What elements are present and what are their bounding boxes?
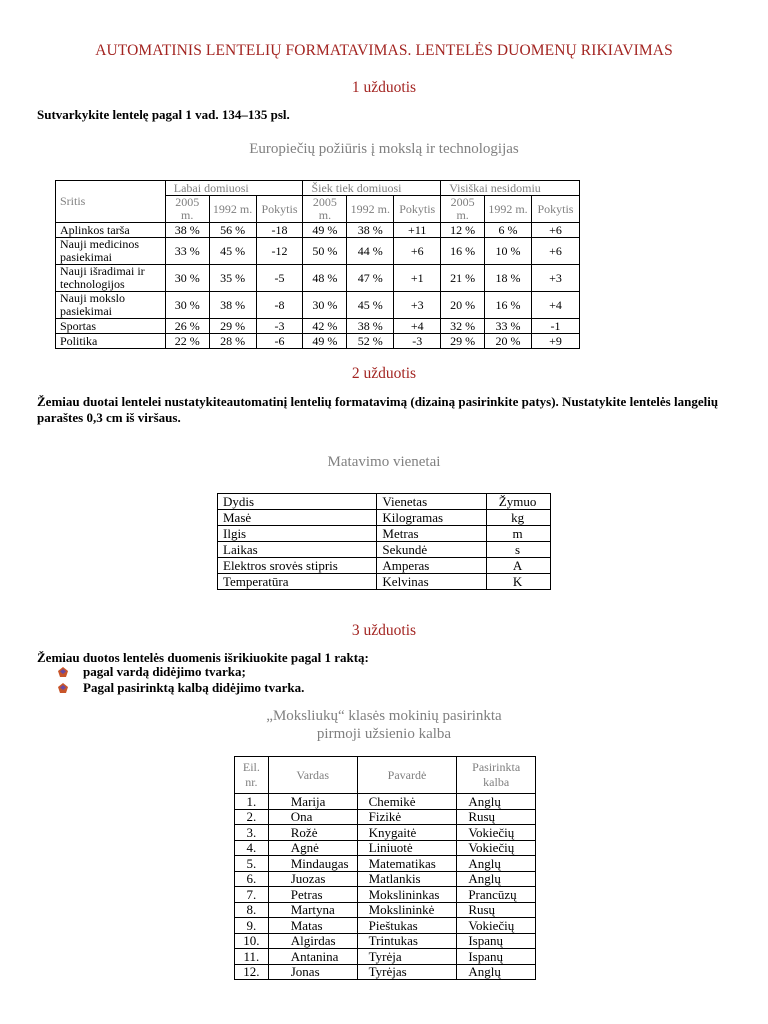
- value-cell: 32 %: [441, 319, 485, 334]
- value-cell: 22 %: [165, 334, 209, 349]
- language-cell: Anglų: [457, 856, 536, 872]
- table-row: [235, 794, 536, 810]
- surname-cell: Knygaitė: [357, 825, 457, 841]
- value-cell: -3: [394, 334, 441, 349]
- table-row: [218, 558, 551, 574]
- value-cell: 20 %: [441, 292, 485, 319]
- value-cell: +6: [531, 238, 579, 265]
- name-cell: Algirdas: [268, 933, 357, 949]
- value-cell: 30 %: [303, 292, 347, 319]
- value-cell: 33 %: [485, 319, 532, 334]
- value-cell: -5: [256, 265, 303, 292]
- table-row: [235, 887, 536, 903]
- students-language-table: [234, 756, 536, 980]
- table-row: [235, 809, 536, 825]
- document-title: AUTOMATINIS LENTELIŲ FORMATAVIMAS. LENTELĖS DUOMENŲ RIKIAVIMAS: [95, 42, 673, 59]
- value-cell: 52 %: [347, 334, 394, 349]
- symbol-cell: K: [487, 574, 551, 590]
- task3-heading: 3 užduotis: [351, 622, 417, 639]
- row-label: Aplinkos tarša: [56, 223, 166, 238]
- table-row: [56, 238, 580, 265]
- table-row: [235, 902, 536, 918]
- task3-table-caption-line1: „Moksliukų“ klasės mokinių pasirinkta: [266, 708, 502, 724]
- subheader-cell: 2005 m.: [165, 196, 209, 223]
- quantity-cell: Masė: [218, 510, 377, 526]
- language-cell: Rusų: [457, 902, 536, 918]
- table-row: [218, 526, 551, 542]
- language-cell: Vokiečių: [457, 825, 536, 841]
- quantity-cell: Ilgis: [218, 526, 377, 542]
- subheader-cell: Pokytis: [531, 196, 579, 223]
- task1-heading: 1 užduotis: [351, 79, 417, 96]
- value-cell: -18: [256, 223, 303, 238]
- subheader-cell: 1992 m.: [209, 196, 256, 223]
- table-row: [218, 510, 551, 526]
- task1-table-caption: Europiečių požiūris į mokslą ir technologijas: [249, 141, 519, 157]
- language-cell: Anglų: [457, 871, 536, 887]
- table-row: [235, 871, 536, 887]
- number-cell: 12.: [235, 964, 269, 980]
- value-cell: -1: [531, 319, 579, 334]
- value-cell: 47 %: [347, 265, 394, 292]
- subheader-cell: 1992 m.: [485, 196, 532, 223]
- value-cell: 49 %: [303, 334, 347, 349]
- name-cell: Petras: [268, 887, 357, 903]
- value-cell: 50 %: [303, 238, 347, 265]
- symbol-cell: kg: [487, 510, 551, 526]
- name-cell: Jonas: [268, 964, 357, 980]
- unit-cell: Metras: [377, 526, 487, 542]
- row-label: Nauji mokslo pasiekimai: [56, 292, 166, 319]
- surname-cell: Matlankis: [357, 871, 457, 887]
- value-cell: 6 %: [485, 223, 532, 238]
- group-header-1: Labai domiuosi: [165, 181, 303, 196]
- group-header-3: Visiškai nesidomiu: [441, 181, 580, 196]
- name-cell: Marija: [268, 794, 357, 810]
- value-cell: 38 %: [165, 223, 209, 238]
- surname-cell: Matematikas: [357, 856, 457, 872]
- group-header-2: Šiek tiek domiuosi: [303, 181, 441, 196]
- surname-cell: Tyrėja: [357, 949, 457, 965]
- task2-instruction: Žemiau duotai lentelei nustatykiteautomatinį lentelių formatavimą (dizainą pasirinkite patys). Nustatykite lentelės langelių paraštes 0,3 cm iš viršaus.: [37, 394, 719, 425]
- units-table: [217, 493, 551, 590]
- surname-cell: Chemikė: [357, 794, 457, 810]
- value-cell: 35 %: [209, 265, 256, 292]
- table-row: [235, 949, 536, 965]
- value-cell: +1: [394, 265, 441, 292]
- value-cell: 44 %: [347, 238, 394, 265]
- unit-cell: Kelvinas: [377, 574, 487, 590]
- table-row: [235, 856, 536, 872]
- value-cell: +11: [394, 223, 441, 238]
- surname-cell: Mokslininkas: [357, 887, 457, 903]
- number-cell: 10.: [235, 933, 269, 949]
- value-cell: 26 %: [165, 319, 209, 334]
- value-cell: 38 %: [347, 223, 394, 238]
- number-cell: 11.: [235, 949, 269, 965]
- table-row: [235, 825, 536, 841]
- language-cell: Anglų: [457, 964, 536, 980]
- name-cell: Rožė: [268, 825, 357, 841]
- row-header-cell: Sritis: [56, 181, 166, 223]
- value-cell: 38 %: [209, 292, 256, 319]
- value-cell: 30 %: [165, 265, 209, 292]
- subheader-cell: 2005 m.: [441, 196, 485, 223]
- value-cell: 28 %: [209, 334, 256, 349]
- surname-cell: Trintukas: [357, 933, 457, 949]
- value-cell: 29 %: [209, 319, 256, 334]
- number-cell: 4.: [235, 840, 269, 856]
- value-cell: +4: [394, 319, 441, 334]
- table-row: [218, 574, 551, 590]
- table-row: [56, 223, 580, 238]
- name-cell: Mindaugas: [268, 856, 357, 872]
- quantity-cell: Elektros srovės stipris: [218, 558, 377, 574]
- bullet-icon: [58, 667, 68, 677]
- units-header-unit: Vienetas: [377, 494, 487, 510]
- table-row: [56, 292, 580, 319]
- language-cell: Ispanų: [457, 949, 536, 965]
- number-cell: 5.: [235, 856, 269, 872]
- students-header-surname: Pavardė: [357, 757, 457, 794]
- value-cell: +9: [531, 334, 579, 349]
- value-cell: 21 %: [441, 265, 485, 292]
- science-attitudes-table: [55, 180, 580, 349]
- name-cell: Matas: [268, 918, 357, 934]
- surname-cell: Mokslininkė: [357, 902, 457, 918]
- task3-instruction: Žemiau duotos lentelės duomenis išrikiuokite pagal 1 raktą:: [37, 650, 369, 665]
- language-cell: Prancūzų: [457, 887, 536, 903]
- subheader-cell: 2005 m.: [303, 196, 347, 223]
- units-header-quantity: Dydis: [218, 494, 377, 510]
- value-cell: 45 %: [209, 238, 256, 265]
- value-cell: 45 %: [347, 292, 394, 319]
- language-cell: Anglų: [457, 794, 536, 810]
- name-cell: Juozas: [268, 871, 357, 887]
- task2-table-caption: Matavimo vienetai: [327, 454, 441, 470]
- value-cell: -6: [256, 334, 303, 349]
- value-cell: +4: [531, 292, 579, 319]
- subheader-cell: Pokytis: [394, 196, 441, 223]
- number-cell: 1.: [235, 794, 269, 810]
- name-cell: Ona: [268, 809, 357, 825]
- symbol-cell: m: [487, 526, 551, 542]
- value-cell: 38 %: [347, 319, 394, 334]
- units-header-symbol: Žymuo: [487, 494, 551, 510]
- task2-heading: 2 užduotis: [351, 365, 417, 382]
- name-cell: Martyna: [268, 902, 357, 918]
- table-row: [235, 933, 536, 949]
- number-cell: 3.: [235, 825, 269, 841]
- bullet-text: Pagal pasirinktą kalbą didėjimo tvarka.: [83, 680, 305, 695]
- unit-cell: Kilogramas: [377, 510, 487, 526]
- quantity-cell: Temperatūra: [218, 574, 377, 590]
- table-row: [235, 840, 536, 856]
- language-cell: Vokiečių: [457, 918, 536, 934]
- value-cell: +3: [394, 292, 441, 319]
- value-cell: 16 %: [485, 292, 532, 319]
- task3-table-caption-line2: pirmoji užsienio kalba: [316, 726, 452, 742]
- row-label: Nauji medicinos pasiekimai: [56, 238, 166, 265]
- language-cell: Ispanų: [457, 933, 536, 949]
- language-cell: Vokiečių: [457, 840, 536, 856]
- table-row: [218, 542, 551, 558]
- subheader-cell: Pokytis: [256, 196, 303, 223]
- value-cell: 12 %: [441, 223, 485, 238]
- surname-cell: Fizikė: [357, 809, 457, 825]
- value-cell: -8: [256, 292, 303, 319]
- value-cell: -3: [256, 319, 303, 334]
- table-row: [235, 918, 536, 934]
- number-cell: 8.: [235, 902, 269, 918]
- quantity-cell: Laikas: [218, 542, 377, 558]
- value-cell: 20 %: [485, 334, 532, 349]
- number-cell: 9.: [235, 918, 269, 934]
- value-cell: 29 %: [441, 334, 485, 349]
- students-header-number: Eil. nr.: [235, 757, 269, 794]
- number-cell: 6.: [235, 871, 269, 887]
- value-cell: -12: [256, 238, 303, 265]
- value-cell: 56 %: [209, 223, 256, 238]
- row-label: Sportas: [56, 319, 166, 334]
- surname-cell: Pieštukas: [357, 918, 457, 934]
- value-cell: +3: [531, 265, 579, 292]
- task1-instruction: Sutvarkykite lentelę pagal 1 vad. 134–135 psl.: [37, 107, 290, 122]
- list-item: [58, 680, 304, 696]
- unit-cell: Amperas: [377, 558, 487, 574]
- bullet-text: pagal vardą didėjimo tvarka;: [83, 664, 246, 679]
- table-row: [56, 265, 580, 292]
- value-cell: 49 %: [303, 223, 347, 238]
- value-cell: +6: [531, 223, 579, 238]
- value-cell: 33 %: [165, 238, 209, 265]
- table-row: [235, 964, 536, 980]
- language-cell: Rusų: [457, 809, 536, 825]
- number-cell: 2.: [235, 809, 269, 825]
- number-cell: 7.: [235, 887, 269, 903]
- table-row: [56, 334, 580, 349]
- name-cell: Antanina: [268, 949, 357, 965]
- value-cell: 42 %: [303, 319, 347, 334]
- symbol-cell: s: [487, 542, 551, 558]
- students-header-name: Vardas: [268, 757, 357, 794]
- subheader-cell: 1992 m.: [347, 196, 394, 223]
- value-cell: 18 %: [485, 265, 532, 292]
- value-cell: 16 %: [441, 238, 485, 265]
- sort-instructions-list: [58, 664, 304, 696]
- students-header-language: Pasirinkta kalba: [457, 757, 536, 794]
- symbol-cell: A: [487, 558, 551, 574]
- value-cell: 10 %: [485, 238, 532, 265]
- value-cell: 30 %: [165, 292, 209, 319]
- value-cell: 48 %: [303, 265, 347, 292]
- surname-cell: Liniuotė: [357, 840, 457, 856]
- bullet-icon: [58, 683, 68, 693]
- name-cell: Agnė: [268, 840, 357, 856]
- list-item: [58, 664, 304, 680]
- row-label: Nauji išradimai ir technologijos: [56, 265, 166, 292]
- table-row: [56, 319, 580, 334]
- row-label: Politika: [56, 334, 166, 349]
- surname-cell: Tyrėjas: [357, 964, 457, 980]
- unit-cell: Sekundė: [377, 542, 487, 558]
- value-cell: +6: [394, 238, 441, 265]
